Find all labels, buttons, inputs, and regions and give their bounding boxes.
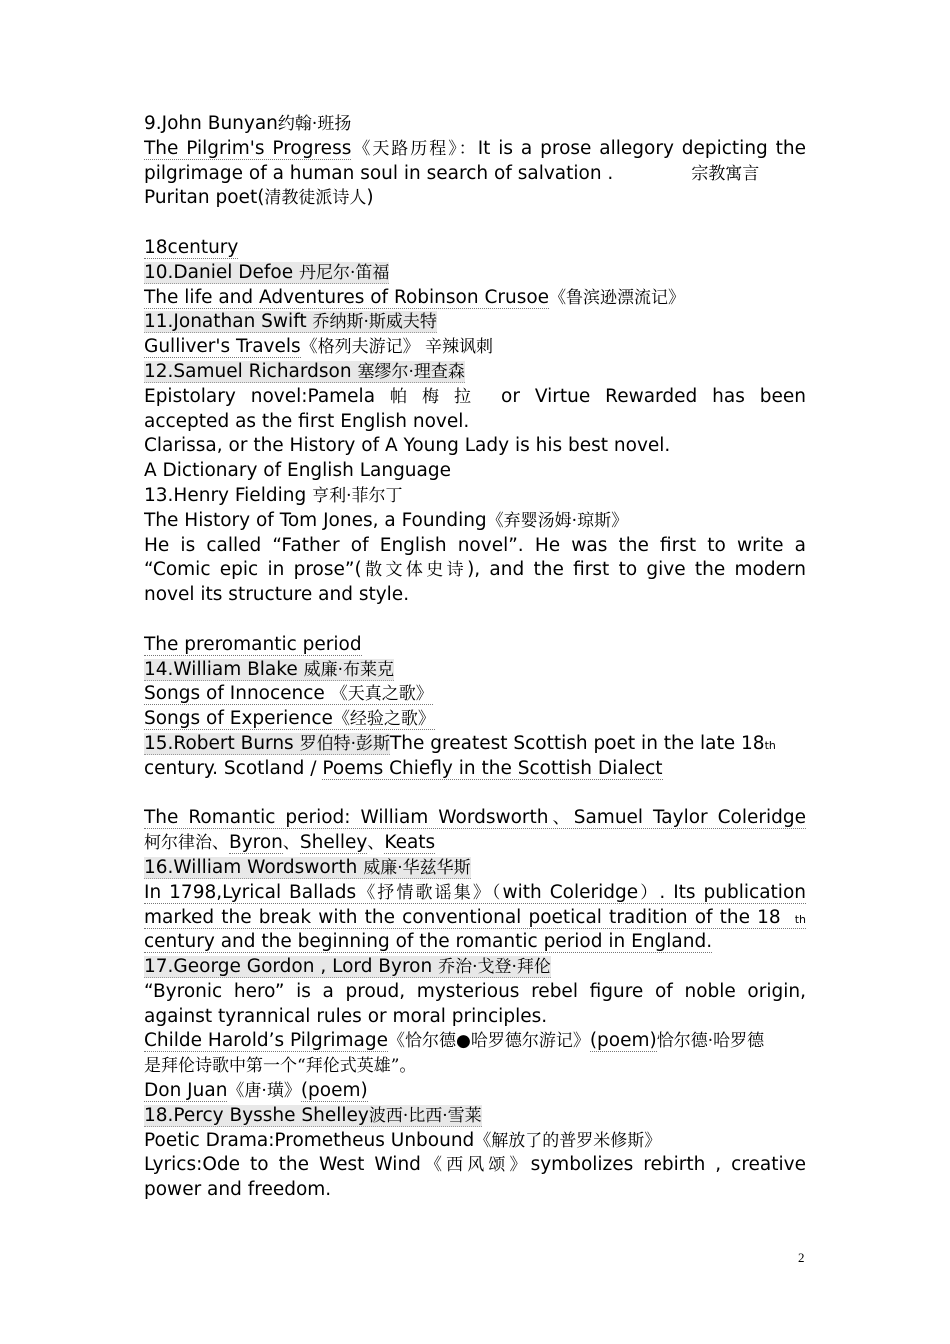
heading-john-bunyan: 9.John Bunyan约翰·班扬 <box>144 113 352 134</box>
heading-percy-shelley: 18.Percy Bysshe Shelley波西·比西·雪莱 <box>144 1104 482 1126</box>
heading-lord-byron: 17.George Gordon , Lord Byron 乔治·戈登·拜伦 <box>144 956 551 978</box>
blank-line <box>144 211 806 236</box>
section-preromantic: The preromantic period <box>144 633 362 655</box>
document-body <box>144 112 806 1203</box>
don-juan-line: Don Juan《唐·璜》(poem) <box>144 1080 368 1102</box>
heading-samuel-richardson: 12.Samuel Richardson 塞缪尔·理查森 <box>144 360 465 382</box>
songs-innocence-line: Songs of Innocence 《天真之歌》 <box>144 683 433 705</box>
pilgrims-progress-line: The Pilgrim's Progress《天路历程》：It is a prose allegory depicting the <box>144 137 806 159</box>
tyrannical-line: against tyrannical rules or moral principles. <box>144 1005 548 1027</box>
byronic-hero-line: “Byronic hero” is a proud, mysterious rebel figure of noble origin, <box>144 980 806 1002</box>
songs-experience-line: Songs of Experience《经验之歌》 <box>144 708 435 730</box>
section-18century: 18century <box>144 236 239 258</box>
page-number: 2 <box>798 1250 805 1265</box>
first-novel-line: accepted as the first English novel. <box>144 410 470 432</box>
romantic-poets-line: 柯尔律治、Byron、Shelley、Keats <box>144 832 436 854</box>
break-tradition-line: marked the break with the conventional poetical tradition of the 18 th <box>144 906 806 928</box>
heading-henry-fielding: 13.Henry Fielding 亨利·菲尔丁 <box>144 484 403 506</box>
childe-harold-line: Childe Harold’s Pilgrimage《恰尔德●哈罗德尔游记》(poem)恰尔德·哈罗德 <box>144 1030 765 1052</box>
romantic-beginning-line: century and the beginning of the romantic period in England. <box>144 931 713 953</box>
scotland-line: century. Scotland / Poems Chiefly in the Scottish Dialect <box>144 757 663 779</box>
gullivers-travels-line: Gulliver's Travels《格列夫游记》 辛辣讽刺 <box>144 336 494 358</box>
father-novel-line: He is called “Father of English novel”. He was the first to write a <box>144 534 806 556</box>
puritan-poet-line: Puritan poet(清教徒派诗人) <box>144 187 374 209</box>
pamela-line: Epistolary novel:Pamela 帕梅拉 or Virtue Rewarded has been <box>144 385 806 407</box>
heading-william-blake: 14.William Blake 威廉·布莱克 <box>144 658 395 680</box>
novel-structure-line: novel its structure and style. <box>144 584 410 606</box>
blank-line <box>144 608 806 633</box>
prometheus-line: Poetic Drama:Prometheus Unbound《解放了的普罗米修斯》 <box>144 1129 662 1151</box>
clarissa-line: Clarissa, or the History of A Young Lady is his best novel. <box>144 435 671 457</box>
lyrical-ballads-line: In 1798,Lyrical Ballads《抒情歌谣集》（with Coleridge）. Its publication <box>144 881 806 903</box>
blank-line <box>144 782 806 807</box>
robinson-crusoe-line: The life and Adventures of Robinson Crusoe《鲁滨逊漂流记》 <box>144 286 686 308</box>
power-freedom-line: power and freedom. <box>144 1179 332 1201</box>
heading-daniel-defoe: 10.Daniel Defoe 丹尼尔·笛福 <box>144 261 390 283</box>
heading-william-wordsworth: 16.William Wordsworth 威廉·华兹华斯 <box>144 856 471 878</box>
heading-robert-burns: 15.Robert Burns 罗伯特·彭斯The greatest Scottish poet in the late 18th <box>144 732 776 754</box>
dictionary-line: A Dictionary of English Language <box>144 460 451 482</box>
byronic-hero-cn-line: 是拜伦诗歌中第一个“拜伦式英雄”。 <box>144 1056 417 1077</box>
heading-jonathan-swift: 11.Jonathan Swift 乔纳斯·斯威夫特 <box>144 311 437 333</box>
tom-jones-line: The History of Tom Jones, a Founding《弃婴汤姆·琼斯》 <box>144 509 629 531</box>
comic-epic-line: “Comic epic in prose”(散文体史诗), and the first to give the modern <box>144 559 806 581</box>
pilgrimage-line: pilgrimage of a human soul in search of salvation . 宗教寓言 <box>144 162 760 184</box>
west-wind-line: Lyrics:Ode to the West Wind《西风颂》symbolizes rebirth , creative <box>144 1154 806 1176</box>
section-romantic: The Romantic period: William Wordsworth、Samuel Taylor Coleridge <box>144 807 806 829</box>
